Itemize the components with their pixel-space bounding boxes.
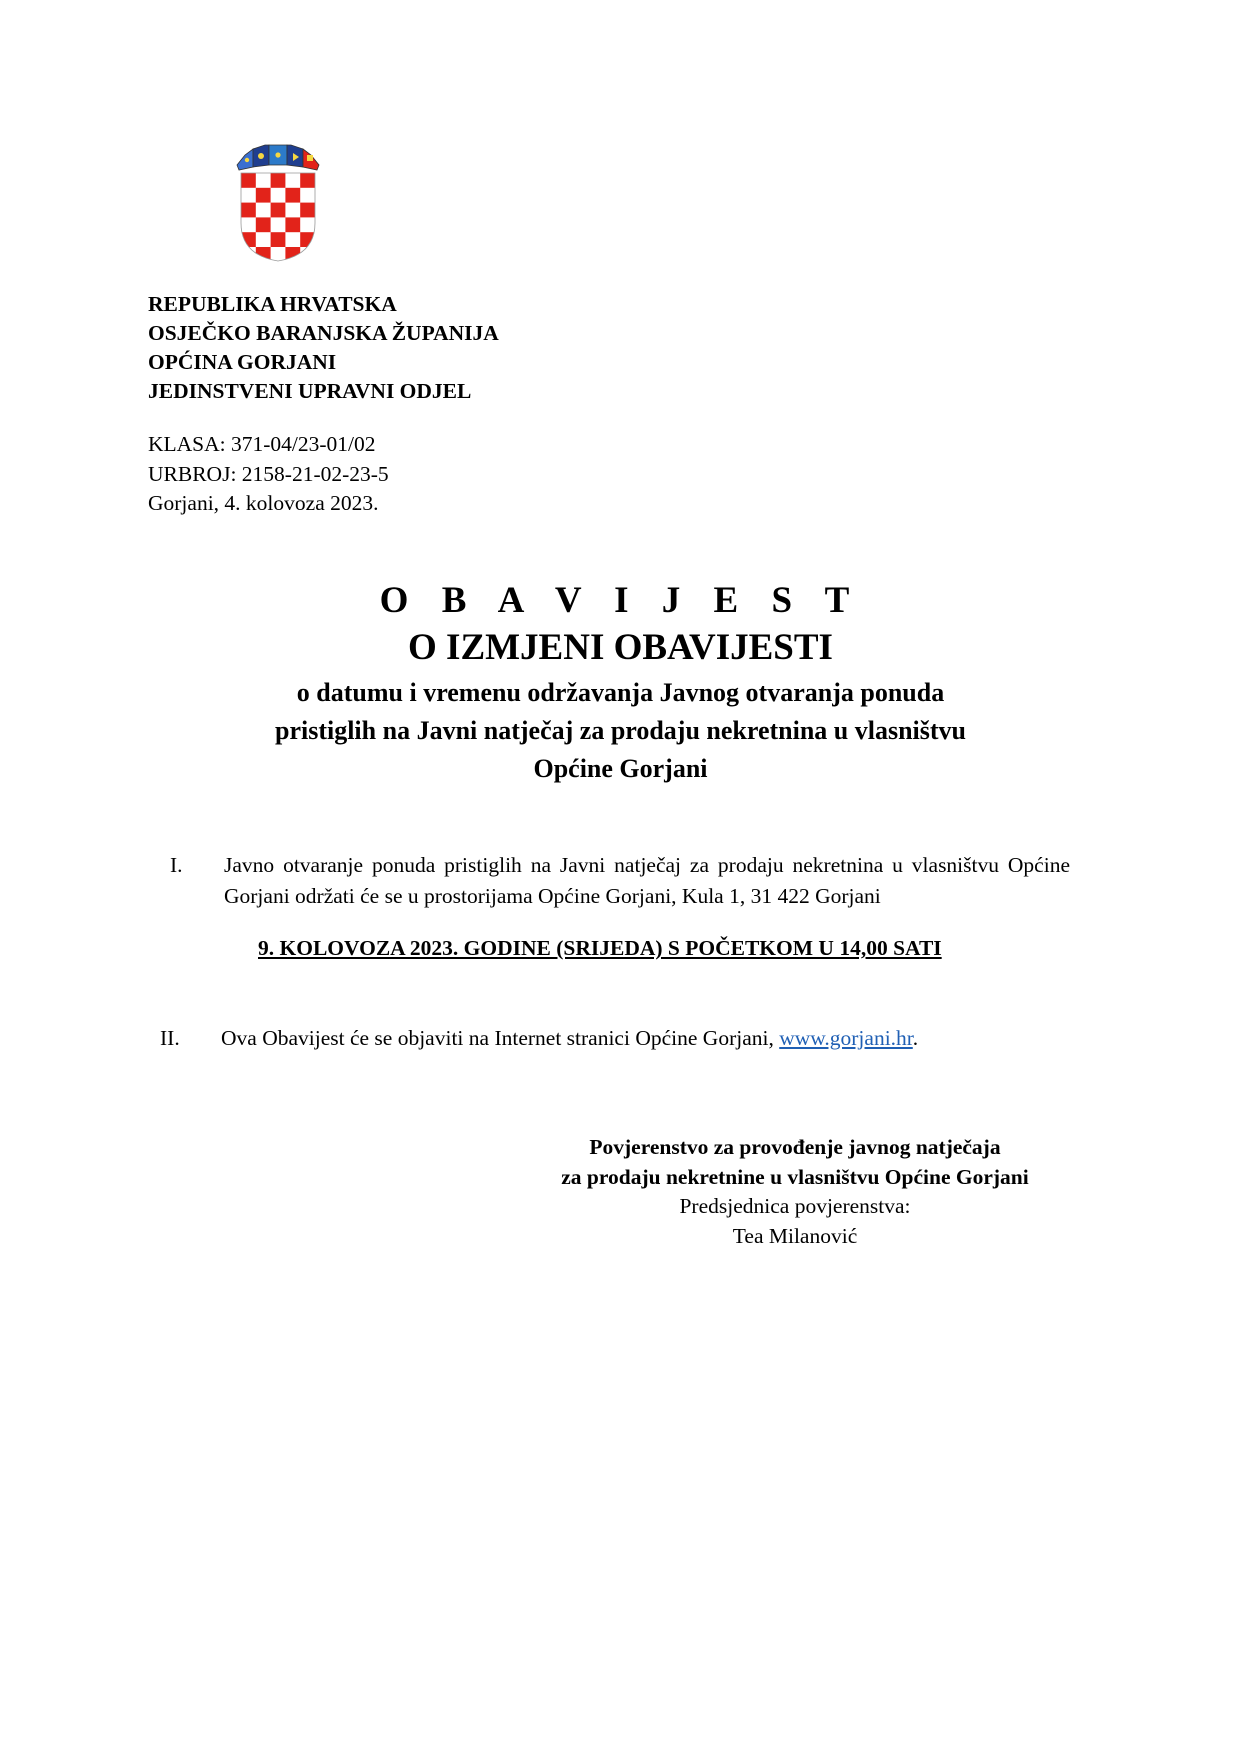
title-subject bbox=[0, 674, 1241, 788]
title-amendment: O IZMJENI OBAVIJESTI bbox=[408, 627, 833, 668]
title-notice: O B A V I J E S T bbox=[379, 580, 862, 621]
title-subject-line-2: pristiglih na Javni natječaj za prodaju nekretnina u vlasništvu bbox=[274, 716, 967, 745]
list-item-text: Javno otvaranje ponuda pristiglih na Javni natječaj za prodaju nekretnina u vlasništvu Općine Gorjani održati će se u prostorijama Općine Gorjani, Kula 1, 31 422 Gorjani bbox=[224, 853, 1070, 908]
klasa-line: KLASA: 371-04/23-01/02 bbox=[148, 432, 376, 456]
signature-block bbox=[460, 1133, 1130, 1251]
place-date-line: Gorjani, 4. kolovoza 2023. bbox=[148, 491, 379, 515]
title-subject-line-3: Općine Gorjani bbox=[533, 754, 708, 783]
list-item-text bbox=[221, 1023, 918, 1054]
urbroj-line: URBROJ: 2158-21-02-23-5 bbox=[148, 461, 389, 486]
title-subject-line-1: o datumu i vremenu održavanja Javnog otvaranja ponuda bbox=[296, 678, 945, 707]
header-municipality: OPĆINA GORJANI bbox=[148, 350, 337, 374]
list-item-text-before: Ova Obavijest će se objaviti na Internet stranici Općine Gorjani, bbox=[221, 1026, 780, 1050]
committee-line-2: za prodaju nekretnine u vlasništvu Općine Gorjani bbox=[561, 1164, 1029, 1189]
header-republic: REPUBLIKA HRVATSKA bbox=[148, 292, 397, 316]
header-department: JEDINSTVENI UPRAVNI ODJEL bbox=[148, 379, 472, 403]
chair-name: Tea Milanović bbox=[732, 1223, 858, 1248]
document-meta bbox=[148, 430, 389, 519]
list-item-number: I. bbox=[170, 853, 183, 877]
website-link[interactable]: www.gorjani.hr bbox=[779, 1026, 913, 1050]
opening-date: 9. KOLOVOZA 2023. GODINE (SRIJEDA) S POČETKOM U 14,00 SATI bbox=[258, 936, 942, 960]
header-county: OSJEČKO BARANJSKA ŽUPANIJA bbox=[148, 321, 499, 345]
committee-line-1: Povjerenstvo za provođenje javnog natječaja bbox=[589, 1135, 1001, 1159]
croatian-coat-of-arms-icon bbox=[235, 143, 321, 262]
document-title bbox=[0, 578, 1241, 788]
list-item-text-after: . bbox=[912, 1026, 919, 1050]
chair-title: Predsjednica povjerenstva: bbox=[679, 1194, 911, 1218]
authority-header bbox=[148, 290, 499, 406]
list-item-number: II. bbox=[160, 1026, 180, 1050]
